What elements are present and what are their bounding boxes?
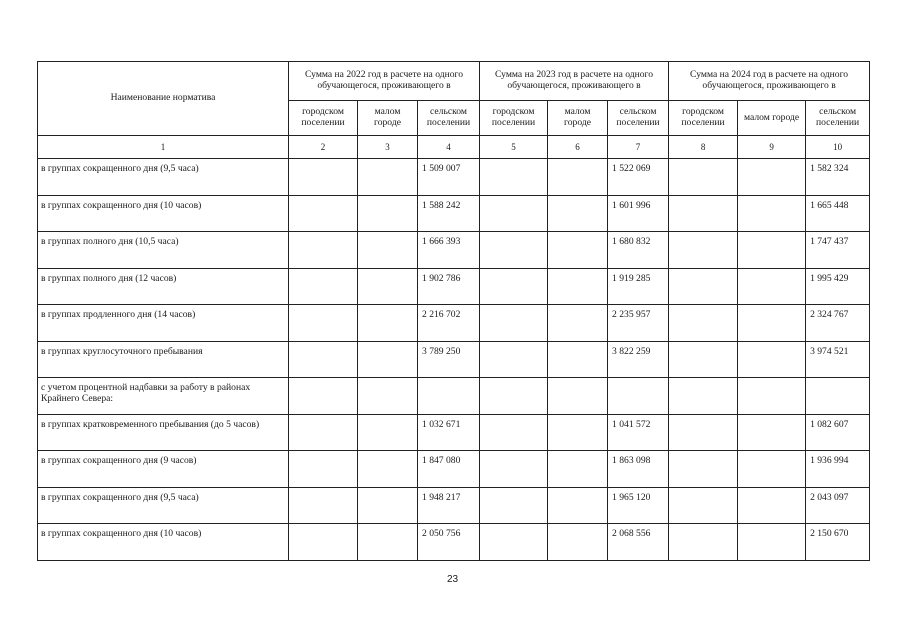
value-cell — [738, 232, 806, 269]
subheader-small-town: малом городе — [548, 101, 608, 136]
value-cell — [738, 414, 806, 451]
value-cell: 1 588 242 — [418, 195, 480, 232]
table-row — [38, 268, 870, 305]
value-cell — [548, 487, 608, 524]
header-row-numbers — [38, 136, 870, 159]
value-cell — [548, 378, 608, 415]
value-cell — [738, 341, 806, 378]
value-cell — [669, 195, 738, 232]
value-cell — [548, 268, 608, 305]
value-cell — [480, 378, 548, 415]
column-number: 7 — [608, 136, 669, 159]
value-cell — [738, 305, 806, 342]
table-row — [38, 341, 870, 378]
value-cell — [548, 524, 608, 561]
column-number: 10 — [806, 136, 870, 159]
value-cell — [289, 487, 358, 524]
table-row — [38, 195, 870, 232]
subheader-rural: сельском поселении — [608, 101, 669, 136]
value-cell — [358, 414, 418, 451]
value-cell — [358, 378, 418, 415]
table-row — [38, 451, 870, 488]
value-cell: 2 216 702 — [418, 305, 480, 342]
value-cell — [669, 305, 738, 342]
value-cell: 3 974 521 — [806, 341, 870, 378]
column-number: 4 — [418, 136, 480, 159]
value-cell: 1 522 069 — [608, 159, 669, 196]
subheader-rural: сельском поселении — [418, 101, 480, 136]
value-cell — [738, 195, 806, 232]
value-cell — [358, 341, 418, 378]
value-cell — [548, 159, 608, 196]
value-cell — [738, 524, 806, 561]
column-header-2023: Сумма на 2023 год в расчете на одного обучающегося, проживающего в — [480, 62, 669, 101]
column-number: 2 — [289, 136, 358, 159]
value-cell — [548, 232, 608, 269]
table-row — [38, 159, 870, 196]
value-cell: 1 965 120 — [608, 487, 669, 524]
value-cell: 1 509 007 — [418, 159, 480, 196]
value-cell — [358, 451, 418, 488]
value-cell: 1 936 994 — [806, 451, 870, 488]
value-cell — [289, 159, 358, 196]
table-body — [38, 159, 870, 561]
value-cell: 1 082 607 — [806, 414, 870, 451]
value-cell — [358, 232, 418, 269]
value-cell — [669, 451, 738, 488]
row-label: в группах круглосуточного пребывания — [38, 341, 289, 378]
subheader-small-town: малом городе — [358, 101, 418, 136]
column-number: 8 — [669, 136, 738, 159]
page-number: 23 — [446, 574, 459, 585]
table-row — [38, 487, 870, 524]
value-cell — [289, 451, 358, 488]
value-cell — [738, 159, 806, 196]
value-cell — [358, 487, 418, 524]
value-cell — [289, 268, 358, 305]
value-cell — [289, 524, 358, 561]
value-cell: 3 789 250 — [418, 341, 480, 378]
value-cell: 1 601 996 — [608, 195, 669, 232]
value-cell: 1 948 217 — [418, 487, 480, 524]
column-number: 6 — [548, 136, 608, 159]
value-cell — [418, 378, 480, 415]
row-label: в группах кратковременного пребывания (до 5 часов) — [38, 414, 289, 451]
standards-table — [37, 61, 870, 561]
value-cell — [669, 159, 738, 196]
value-cell — [669, 232, 738, 269]
subheader-urban: городском поселении — [669, 101, 738, 136]
value-cell: 2 043 097 — [806, 487, 870, 524]
value-cell: 1 666 393 — [418, 232, 480, 269]
subheader-rural: сельском поселении — [806, 101, 870, 136]
value-cell — [289, 305, 358, 342]
value-cell — [289, 414, 358, 451]
value-cell — [548, 414, 608, 451]
header-row-years — [38, 62, 870, 101]
value-cell — [480, 159, 548, 196]
value-cell — [480, 341, 548, 378]
column-header-2024: Сумма на 2024 год в расчете на одного обучающегося, проживающего в — [669, 62, 870, 101]
value-cell: 2 050 756 — [418, 524, 480, 561]
value-cell — [480, 268, 548, 305]
subheader-urban: городском поселении — [289, 101, 358, 136]
table-header — [38, 62, 870, 159]
value-cell — [358, 159, 418, 196]
value-cell: 1 995 429 — [806, 268, 870, 305]
value-cell — [289, 341, 358, 378]
value-cell — [358, 195, 418, 232]
value-cell — [806, 378, 870, 415]
value-cell: 1 665 448 — [806, 195, 870, 232]
column-header-2022: Сумма на 2022 год в расчете на одного обучающегося, проживающего в — [289, 62, 480, 101]
value-cell — [548, 195, 608, 232]
value-cell — [669, 378, 738, 415]
column-number: 9 — [738, 136, 806, 159]
value-cell: 1 863 098 — [608, 451, 669, 488]
subheader-small-town: малом городе — [738, 101, 806, 136]
value-cell — [669, 268, 738, 305]
column-number: 5 — [480, 136, 548, 159]
value-cell — [480, 414, 548, 451]
table-row — [38, 414, 870, 451]
value-cell: 1 680 832 — [608, 232, 669, 269]
value-cell — [548, 305, 608, 342]
value-cell: 2 235 957 — [608, 305, 669, 342]
value-cell: 1 919 285 — [608, 268, 669, 305]
value-cell — [738, 451, 806, 488]
value-cell: 1 032 671 — [418, 414, 480, 451]
value-cell — [548, 341, 608, 378]
table-row — [38, 378, 870, 415]
row-label: в группах полного дня (12 часов) — [38, 268, 289, 305]
table-row — [38, 232, 870, 269]
column-number: 3 — [358, 136, 418, 159]
value-cell — [289, 378, 358, 415]
value-cell: 1 582 324 — [806, 159, 870, 196]
value-cell — [358, 524, 418, 561]
value-cell: 2 150 670 — [806, 524, 870, 561]
value-cell: 2 324 767 — [806, 305, 870, 342]
row-label: в группах сокращенного дня (9 часов) — [38, 451, 289, 488]
column-header-name: Наименование норматива — [38, 62, 289, 136]
value-cell — [480, 195, 548, 232]
subheader-urban: городском поселении — [480, 101, 548, 136]
value-cell — [289, 232, 358, 269]
value-cell — [480, 451, 548, 488]
row-label: в группах полного дня (10,5 часа) — [38, 232, 289, 269]
value-cell — [289, 195, 358, 232]
value-cell: 3 822 259 — [608, 341, 669, 378]
row-label: в группах сокращенного дня (9,5 часа) — [38, 159, 289, 196]
row-label: в группах сокращенного дня (10 часов) — [38, 524, 289, 561]
row-label: в группах продленного дня (14 часов) — [38, 305, 289, 342]
table-row — [38, 524, 870, 561]
value-cell — [548, 451, 608, 488]
column-number: 1 — [38, 136, 289, 159]
value-cell — [669, 414, 738, 451]
value-cell — [738, 487, 806, 524]
value-cell — [669, 524, 738, 561]
value-cell: 1 747 437 — [806, 232, 870, 269]
value-cell — [608, 378, 669, 415]
value-cell — [480, 487, 548, 524]
value-cell — [358, 305, 418, 342]
value-cell: 1 847 080 — [418, 451, 480, 488]
value-cell: 1 902 786 — [418, 268, 480, 305]
value-cell — [738, 378, 806, 415]
value-cell: 2 068 556 — [608, 524, 669, 561]
value-cell — [669, 341, 738, 378]
value-cell — [669, 487, 738, 524]
value-cell — [480, 524, 548, 561]
value-cell: 1 041 572 — [608, 414, 669, 451]
value-cell — [358, 268, 418, 305]
standards-table-container — [37, 61, 870, 561]
table-row — [38, 305, 870, 342]
value-cell — [738, 268, 806, 305]
row-label: в группах сокращенного дня (9,5 часа) — [38, 487, 289, 524]
value-cell — [480, 305, 548, 342]
row-label: с учетом процентной надбавки за работу в районах Крайнего Севера: — [38, 378, 289, 415]
row-label: в группах сокращенного дня (10 часов) — [38, 195, 289, 232]
value-cell — [480, 232, 548, 269]
